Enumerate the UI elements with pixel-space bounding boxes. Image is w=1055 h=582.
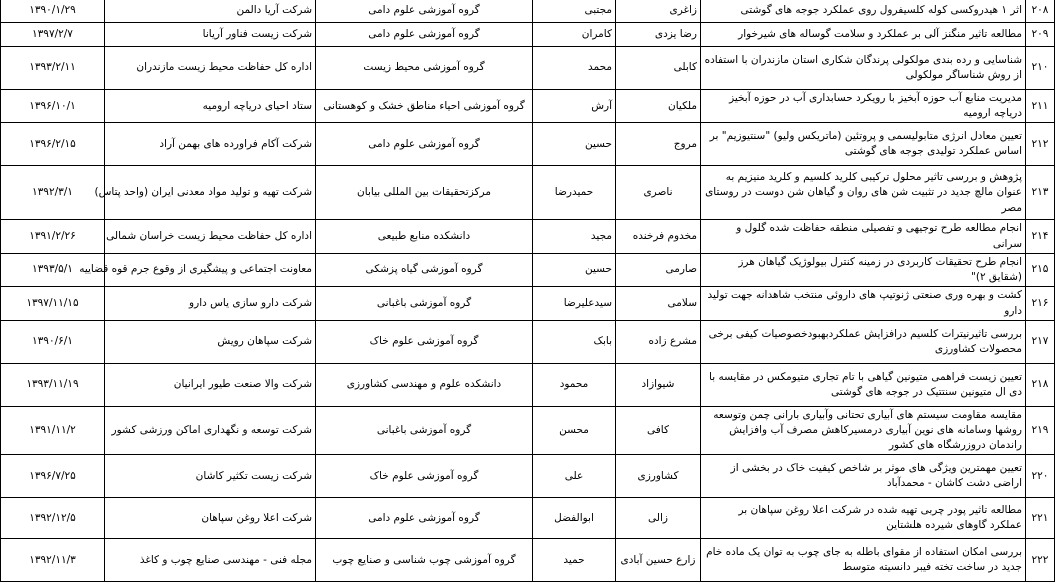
table-row <box>1 287 1055 320</box>
researcher-first-name: کامران <box>533 23 616 47</box>
row-number: ۲۱۰ <box>1026 47 1055 90</box>
researcher-first-name: حسین <box>533 123 616 166</box>
researcher-first-name: مجید <box>533 220 616 253</box>
client-organization: شرکت آریا دالمن <box>105 0 316 23</box>
client-organization: اداره کل حفاظت محیط زیست مازندران <box>105 47 316 90</box>
department: گروه آموزشی علوم دامی <box>316 498 533 539</box>
client-organization: شرکت والا صنعت طیور ایرانیان <box>105 363 316 406</box>
table-body <box>1 0 1055 582</box>
client-organization: شرکت زیست فناور آریانا <box>105 23 316 47</box>
client-organization: شرکت توسعه و نگهداری اماکن ورزشی کشور <box>105 406 316 455</box>
researcher-last-name: شیوازاد <box>616 363 701 406</box>
researcher-last-name: سلامی <box>616 287 701 320</box>
contract-date: ۱۳۹۶/۱۰/۱ <box>1 90 105 123</box>
researcher-first-name: مجتبی <box>533 0 616 23</box>
researcher-first-name: محمد <box>533 47 616 90</box>
row-number: ۲۲۰ <box>1026 455 1055 498</box>
researcher-last-name: ملکیان <box>616 90 701 123</box>
researcher-first-name: حمید <box>533 539 616 582</box>
project-title: اثر ۱ هیدروکسی کوله کلسیفرول روی عملکرد جوجه های گوشتی <box>701 0 1026 23</box>
project-title: تعیین معادل انرژی متابولیسمی و پروتئین (ماتریکس ولیو) "سنتیوزیم" بر اساس عملکرد تولیدی جوجه های گوشتی <box>701 123 1026 166</box>
contract-date: ۱۳۹۰/۶/۱ <box>1 320 105 363</box>
project-title: کشت و بهره وری صنعتی ژنوتیپ های داروئی منتخب شاهدانه جهت تولید دارو <box>701 287 1026 320</box>
contract-date: ۱۳۹۳/۲/۱۱ <box>1 47 105 90</box>
researcher-last-name: کافی <box>616 406 701 455</box>
row-number: ۲۰۸ <box>1026 0 1055 23</box>
table-row <box>1 23 1055 47</box>
client-organization: شرکت تهیه و تولید مواد معدنی ایران (واحد پتاس) <box>105 166 316 220</box>
department: گروه آموزشی باغبانی <box>316 287 533 320</box>
researcher-last-name: کابلی <box>616 47 701 90</box>
client-organization: شرکت اعلا روغن سپاهان <box>105 498 316 539</box>
client-organization: شرکت دارو سازی یاس دارو <box>105 287 316 320</box>
contract-date: ۱۳۹۳/۵/۱ <box>1 253 105 286</box>
row-number: ۲۱۵ <box>1026 253 1055 286</box>
project-title: تعیین مهمترین ویژگی های موثر بر شاخص کیفیت خاک در بخشی از اراضی دشت کاشان - محمدآباد <box>701 455 1026 498</box>
contract-date: ۱۳۹۱/۱۱/۲ <box>1 406 105 455</box>
row-number: ۲۱۶ <box>1026 287 1055 320</box>
department: گروه آموزشی علوم دامی <box>316 123 533 166</box>
client-organization: اداره کل حفاظت محیط زیست خراسان شمالی <box>105 220 316 253</box>
project-title: تعیین زیست فراهمی متیونین گیاهی با تام تجاری متیومکس در مقایسه با دی ال متیونین سنتتیک در جوجه های گوشتی <box>701 363 1026 406</box>
project-title: مطالعه تاثیر پودر چربی تهیه شده در شرکت اعلا روغن سپاهان بر عملکرد گاوهای شیرده هلشتاین <box>701 498 1026 539</box>
researcher-first-name: سیدعلیرضا <box>533 287 616 320</box>
department: گروه آموزشی علوم دامی <box>316 23 533 47</box>
department: گروه آموزشی گیاه پزشکی <box>316 253 533 286</box>
project-title: انجام مطالعه طرح توجیهی و تفصیلی منطقه حفاظت شده گلول و سرانی <box>701 220 1026 253</box>
researcher-first-name: آرش <box>533 90 616 123</box>
department: گروه آموزشی باغبانی <box>316 406 533 455</box>
table-row <box>1 166 1055 220</box>
row-number: ۲۱۲ <box>1026 123 1055 166</box>
contract-date: ۱۳۹۷/۱۱/۱۵ <box>1 287 105 320</box>
table-row <box>1 253 1055 286</box>
table-row <box>1 90 1055 123</box>
researcher-last-name: رضا یزدی <box>616 23 701 47</box>
row-number: ۲۰۹ <box>1026 23 1055 47</box>
row-number: ۲۱۳ <box>1026 166 1055 220</box>
project-title: مدیریت منابع آب حوزه آبخیز با رویکرد حسابداری آب در حوزه آبخیز دریاچه ارومیه <box>701 90 1026 123</box>
row-number: ۲۱۱ <box>1026 90 1055 123</box>
contract-date: ۱۳۹۲/۳/۱ <box>1 166 105 220</box>
table-row <box>1 406 1055 455</box>
researcher-last-name: کشاورزی <box>616 455 701 498</box>
row-number: ۲۲۱ <box>1026 498 1055 539</box>
client-organization: شرکت سپاهان رویش <box>105 320 316 363</box>
client-organization: معاونت اجتماعی و پیشگیری از وقوع جرم قوه قضاییه <box>105 253 316 286</box>
researcher-last-name: زاغری <box>616 0 701 23</box>
client-organization: مجله فنی - مهندسی صنایع چوب و کاغذ <box>105 539 316 582</box>
researcher-first-name: محمود <box>533 363 616 406</box>
researcher-last-name: مشرع زاده <box>616 320 701 363</box>
table-row <box>1 320 1055 363</box>
project-title: بررسی امکان استفاده از مقوای باطله به جای چوب به توان یک ماده خام جدید در ساخت تخته فیبر دانسیته متوسط <box>701 539 1026 582</box>
table-row <box>1 0 1055 23</box>
project-title: مقایسه مقاومت سیستم های آبیاری تحتانی وآبیاری بارانی چمن وتوسعه روشها وسامانه های نوین آبیاری درمسیرکاهش مصرف آب وافزایش راندمان دروزرشگاه های کشور <box>701 406 1026 455</box>
contract-date: ۱۳۹۳/۱۱/۱۹ <box>1 363 105 406</box>
project-title: پژوهش و بررسی تاثیر محلول ترکیبی کلرید کلسیم و کلرید منیزیم به عنوان مالچ جدید در تثبیت شن های روان و گیاهان شن دوست در روستای مصر <box>701 166 1026 220</box>
table-row <box>1 539 1055 582</box>
researcher-last-name: زالی <box>616 498 701 539</box>
table-row <box>1 123 1055 166</box>
researcher-first-name: محسن <box>533 406 616 455</box>
contract-date: ۱۳۹۷/۲/۷ <box>1 23 105 47</box>
contract-date: ۱۳۹۶/۷/۲۵ <box>1 455 105 498</box>
department: گروه آموزشی علوم خاک <box>316 455 533 498</box>
researcher-last-name: مروج <box>616 123 701 166</box>
table-row <box>1 455 1055 498</box>
row-number: ۲۱۸ <box>1026 363 1055 406</box>
contract-date: ۱۳۹۰/۱/۲۹ <box>1 0 105 23</box>
department: گروه آموزشی چوب شناسی و صنایع چوب <box>316 539 533 582</box>
row-number: ۲۱۷ <box>1026 320 1055 363</box>
contract-date: ۱۳۹۶/۲/۱۵ <box>1 123 105 166</box>
department: گروه آموزشی علوم دامی <box>316 0 533 23</box>
contract-date: ۱۳۹۲/۱۱/۳ <box>1 539 105 582</box>
table-row <box>1 498 1055 539</box>
department: دانشکده منابع طبیعی <box>316 220 533 253</box>
researcher-first-name: حمیدرضا <box>533 166 616 220</box>
table-row <box>1 47 1055 90</box>
client-organization: شرکت زیست تکثیر کاشان <box>105 455 316 498</box>
researcher-last-name: صارمی <box>616 253 701 286</box>
researcher-last-name: زارع حسین آبادی <box>616 539 701 582</box>
department: گروه آموزشی علوم خاک <box>316 320 533 363</box>
project-title: مطالعه تاثیر منگنز آلی بر عملکرد و سلامت گوساله های شیرخوار <box>701 23 1026 47</box>
department: مرکزتحقیقات بین المللی بیابان <box>316 166 533 220</box>
department: گروه آموزشی احیاء مناطق خشک و کوهستانی <box>316 90 533 123</box>
researcher-first-name: حسین <box>533 253 616 286</box>
project-title: شناسایی و رده بندی مولکولی پرندگان شکاری استان مازندران با استفاده از روش شناساگر مولکولی <box>701 47 1026 90</box>
researcher-first-name: ابوالفضل <box>533 498 616 539</box>
client-organization: ستاد احیای دریاچه ارومیه <box>105 90 316 123</box>
researcher-last-name: ناصری <box>616 166 701 220</box>
row-number: ۲۲۲ <box>1026 539 1055 582</box>
table-row <box>1 220 1055 253</box>
department: دانشکده علوم و مهندسی کشاورزی <box>316 363 533 406</box>
client-organization: شرکت آکام فراورده های بهمن آراد <box>105 123 316 166</box>
row-number: ۲۱۴ <box>1026 220 1055 253</box>
row-number: ۲۱۹ <box>1026 406 1055 455</box>
table-row <box>1 363 1055 406</box>
contract-date: ۱۳۹۲/۱۲/۵ <box>1 498 105 539</box>
department: گروه آموزشی محیط زیست <box>316 47 533 90</box>
project-title: بررسی تاثیرنیترات کلسیم درافزایش عملکردبهبودخصوصیات کیفی برخی محصولات کشاورزی <box>701 320 1026 363</box>
researcher-first-name: بابک <box>533 320 616 363</box>
contract-date: ۱۳۹۱/۲/۲۶ <box>1 220 105 253</box>
researcher-last-name: مخدوم فرخنده <box>616 220 701 253</box>
researcher-first-name: علی <box>533 455 616 498</box>
project-title: انجام طرح تحقیقات کاربردی در زمینه کنترل بیولوژیک گیاهان هرز (شقایق ۲)" <box>701 253 1026 286</box>
